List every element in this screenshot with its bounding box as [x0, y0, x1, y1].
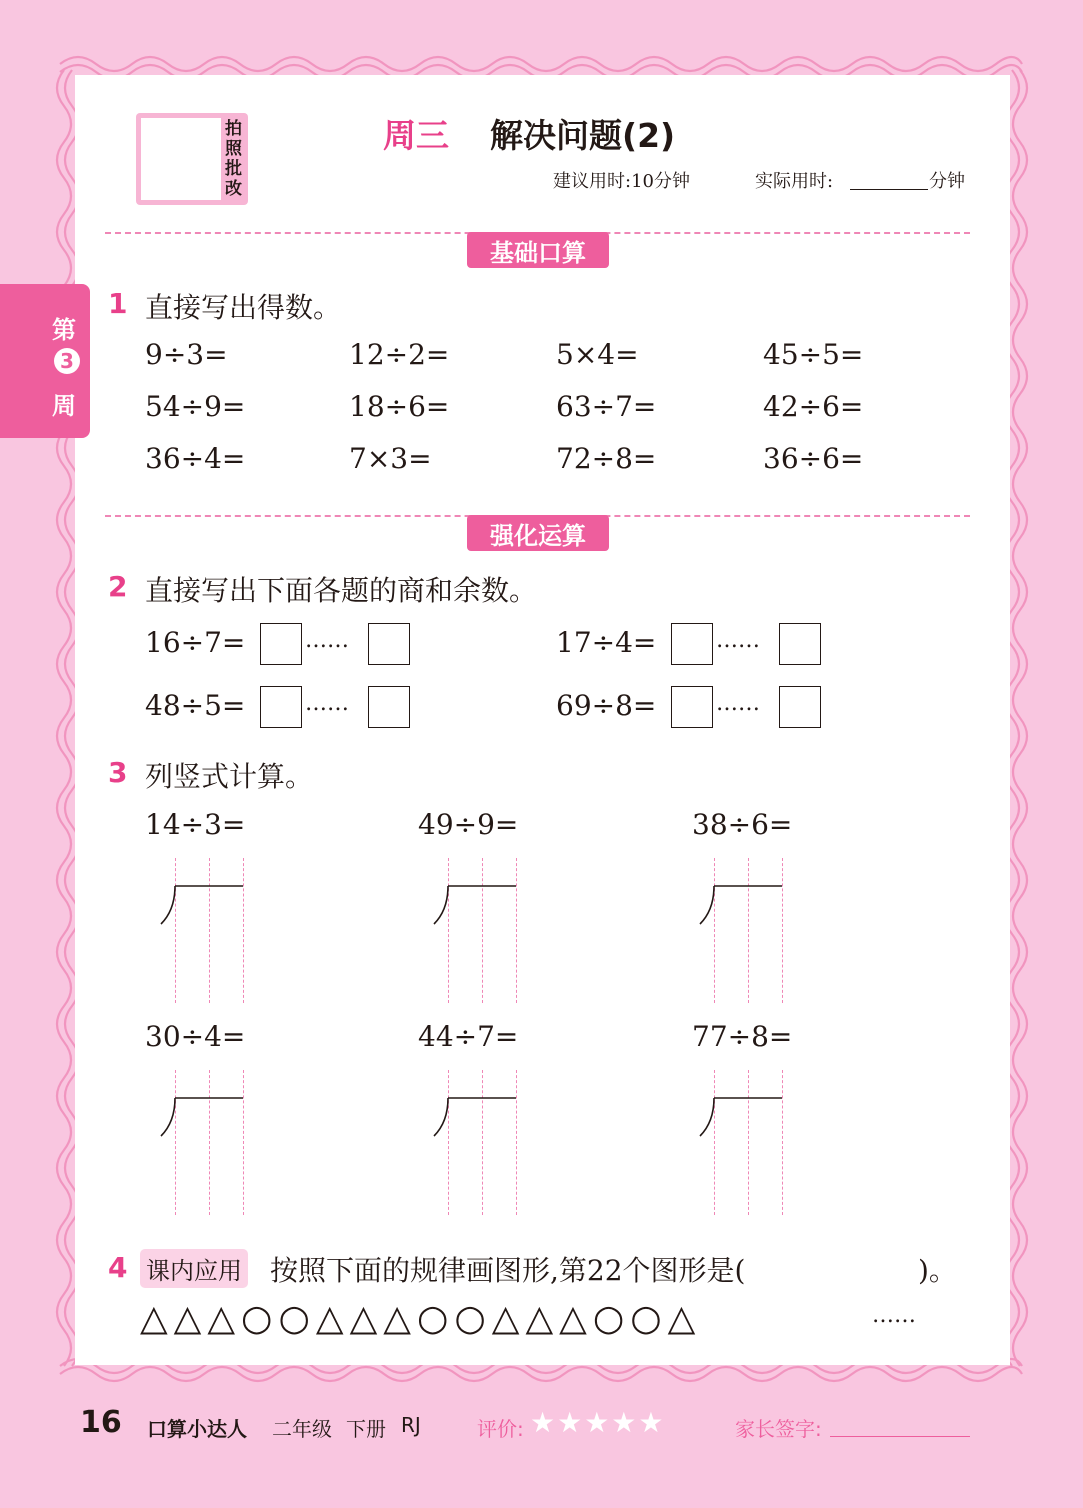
remainder-box[interactable] [779, 623, 821, 665]
footer-edition: RJ [401, 1413, 421, 1437]
parent-signature-label: 家长签字: [735, 1417, 822, 1441]
footer-volume: 下册 [346, 1417, 386, 1441]
q3-problem: 30÷4= [145, 1020, 246, 1053]
week-tab-bottom: 周 [52, 392, 76, 420]
suggested-time: 建议用时:10分钟 [553, 171, 690, 192]
question-4-close: )。 [918, 1254, 957, 1287]
footer-brand: 口算小达人 [147, 1417, 247, 1441]
week-tab-number: 3 [54, 348, 80, 374]
question-1-text: 直接写出得数。 [145, 291, 342, 324]
q3-problem: 14÷3= [145, 808, 246, 841]
stamp-blank-area [141, 118, 221, 200]
q2-problem: 16÷7= [145, 626, 246, 659]
q1-problem: 7×3= [349, 442, 432, 475]
in-class-badge: 课内应用 [140, 1249, 248, 1288]
q2-problem: 17÷4= [556, 626, 657, 659]
q1-problem: 72÷8= [556, 442, 657, 475]
parent-signature-line[interactable] [830, 1436, 970, 1437]
quotient-box[interactable] [260, 686, 302, 728]
page-number: 16 [80, 1405, 122, 1440]
rating-stars[interactable]: ★★★★★ [530, 1406, 666, 1439]
actual-time-input[interactable] [850, 189, 928, 190]
q1-problem: 45÷5= [763, 338, 864, 371]
answer-blank[interactable] [822, 1250, 918, 1284]
shape-pattern-ellipsis: …… [872, 1303, 916, 1328]
q1-problem: 63÷7= [556, 390, 657, 423]
division-bracket [428, 1092, 523, 1142]
rating-label: 评价: [477, 1417, 524, 1441]
remainder-box[interactable] [368, 623, 410, 665]
quotient-box[interactable] [260, 623, 302, 665]
actual-time-label: 实际用时: [755, 171, 834, 192]
q1-problem: 12÷2= [349, 338, 450, 371]
division-bracket [155, 880, 250, 930]
shape-pattern: △△△○○△△△○○△△△○○△ [140, 1298, 702, 1339]
q2-problem: 48÷5= [145, 689, 246, 722]
q1-problem: 36÷4= [145, 442, 246, 475]
quotient-box[interactable] [671, 623, 713, 665]
remainder-dots: …… [716, 691, 760, 716]
page-day: 周三 [383, 116, 449, 155]
question-number-2: 2 [108, 570, 128, 603]
photo-grade-stamp [136, 113, 248, 205]
q3-problem: 77÷8= [692, 1020, 793, 1053]
q1-problem: 9÷3= [145, 338, 228, 371]
question-4-text: 按照下面的规律画图形,第22个图形是( [270, 1254, 746, 1287]
q1-problem: 54÷9= [145, 390, 246, 423]
remainder-dots: …… [305, 628, 349, 653]
division-bracket [694, 880, 789, 930]
remainder-dots: …… [716, 628, 760, 653]
division-bracket [694, 1092, 789, 1142]
question-number-1: 1 [108, 287, 128, 320]
question-number-3: 3 [108, 756, 128, 789]
q3-problem: 38÷6= [692, 808, 793, 841]
q3-problem: 44÷7= [418, 1020, 519, 1053]
footer-grade: 二年级 [272, 1417, 332, 1441]
q1-problem: 36÷6= [763, 442, 864, 475]
q2-problem: 69÷8= [556, 689, 657, 722]
q1-problem: 42÷6= [763, 390, 864, 423]
section-tag-basic: 基础口算 [467, 232, 609, 268]
question-number-4: 4 [108, 1251, 128, 1284]
quotient-box[interactable] [671, 686, 713, 728]
week-side-tab [0, 284, 90, 438]
stamp-label: 拍照批改 [225, 119, 242, 199]
division-bracket [155, 1092, 250, 1142]
week-tab-top: 第 [52, 316, 76, 344]
question-3-text: 列竖式计算。 [145, 760, 314, 793]
remainder-dots: …… [305, 691, 349, 716]
page-title: 解决问题(2) [490, 116, 676, 155]
actual-time-unit: 分钟 [929, 171, 965, 192]
section-tag-strengthen: 强化运算 [467, 515, 609, 551]
remainder-box[interactable] [368, 686, 410, 728]
q1-problem: 5×4= [556, 338, 639, 371]
remainder-box[interactable] [779, 686, 821, 728]
q3-problem: 49÷9= [418, 808, 519, 841]
question-2-text: 直接写出下面各题的商和余数。 [145, 574, 538, 607]
q1-problem: 18÷6= [349, 390, 450, 423]
division-bracket [428, 880, 523, 930]
